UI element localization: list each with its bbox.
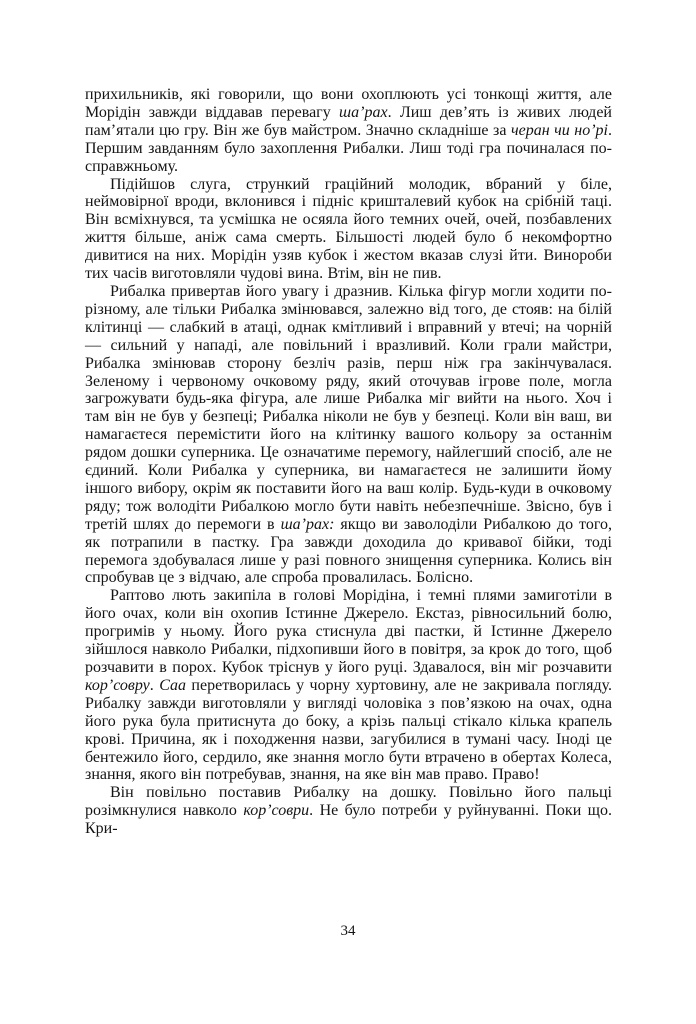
italic-text-run: кор’соври	[243, 802, 310, 820]
text-run: якщо ви заволоділи Рибалкою до того, як потрапили в пастку. Гра завжди доходила до кривавої бійки, тоді перемога здобувалася лише у разі повного знищення суперника. Колись він спробував це з відчаю, але спроба провалилась. Болісно.	[85, 515, 612, 587]
text-run: Він повільно поставив Рибалку на дошку. Повільно його пальці розімкнулися навколо	[85, 784, 612, 820]
text-run: Рибалка привертав його увагу і дразнив. Кілька фігур могли ходити по-різному, але тільки Рибалка змінювався, залежно від того, де стояв: на білій клітинці — слабкий в атаці, однак кмітливий і вправний у втечі; на чорній — сильний у нападі, але повільний і вразливий. Коли грали майстри, Рибалка змінював сторону безліч разів, перш ніж гра закінчувалася. Зеленому і червоному очковому ряду, який оточував ігрове поле, могла загрожувати будь-яка фігура, але лише Рибалка міг вийти на нього. Хоч і там він не був у безпеці; Рибалка ніколи не був у безпеці. Коли він ваш, ви намагаєтеся перемістити його на клітинку вашого кольору за останнім рядом дошки суперника. Це означатиме перемогу, найлегший спосіб, але не єдиний. Коли Рибалка у суперника, ви намагаєтеся не залишити йому іншого вибору, окрім як поставити його на ваш колір. Будь-куди в очковому ряду; тож володіти Рибалкою могло бути навіть небезпечніше. Звісно, був і третій шлях до перемоги в	[85, 282, 612, 533]
text-run: . Не було потреби у руйнуванні. Поки що. Кри-	[85, 802, 612, 838]
paragraph	[85, 176, 612, 283]
italic-text-run: ша’рах:	[280, 515, 335, 533]
text-run: . Лиш дев’ять із живих людей пам’ятали цю гру. Він же був майстром. Значно складніше за	[85, 103, 612, 139]
paragraph	[85, 587, 612, 784]
italic-text-run: черан чи но’рі	[510, 121, 608, 139]
page-text	[85, 86, 612, 838]
paragraph	[85, 86, 612, 176]
text-run: Підійшов слуга, стрункий граційний молодик, вбраний у біле, неймовірної вроди, вклонився і підніс кришталевий кубок на срібній таці. Він всміхнувся, та усмішка не осяяла його темних очей, очей, позбавлених життя більше, аніж сама смерть. Більшості людей було б некомфортно дивитися на них. Морідін узяв кубок і жестом вказав слузі йти. Винороби тих часів виготовляли чудові вина. Втім, він не пив.	[85, 175, 612, 283]
italic-text-run: ша’рах	[339, 103, 388, 121]
italic-text-run: Саа	[159, 676, 186, 694]
italic-text-run: кор’совру	[85, 676, 150, 694]
paragraph	[85, 283, 612, 587]
paragraph	[85, 784, 612, 838]
text-run: перетворилась у чорну хуртовину, але не закривала погляду. Рибалку завжди виготовляли у вигляді чоловіка з пов’язкою на очах, одна його рука була притиснута до боку, а крізь пальці стікало кілька крапель крові. Причина, як і походження назви, загубилися в тумані часу. Іноді це бентежило його, сердило, яке знання могло бути втрачено в обертах Колеса, знання, якого він потребував, знання, на яке він мав право. Право!	[85, 676, 613, 784]
text-run: прихильників, які говорили, що вони охоплюють усі тонкощі життя, але Морідін завжди віддавав перевагу	[85, 86, 612, 121]
text-run: .	[149, 676, 160, 694]
text-run: Раптово лють закипіла в голові Морідіна, і темні плями замиготіли в його очах, коли він охопив Істинне Джерело. Екстаз, рівносильний болю, прогримів у ньому. Його рука стиснула дві пастки, й Істинне Джерело зійшлося навколо Рибалки, підхопивши його в повітря, за крок до того, щоб розчавити в порох. Кубок тріснув у його руці. Здавалося, він міг розчавити	[85, 587, 612, 676]
page-number: 34	[340, 923, 356, 939]
text-run: . Першим завданням було захоплення Рибалки. Лиш тоді гра починалася по-справжньому.	[85, 121, 612, 175]
